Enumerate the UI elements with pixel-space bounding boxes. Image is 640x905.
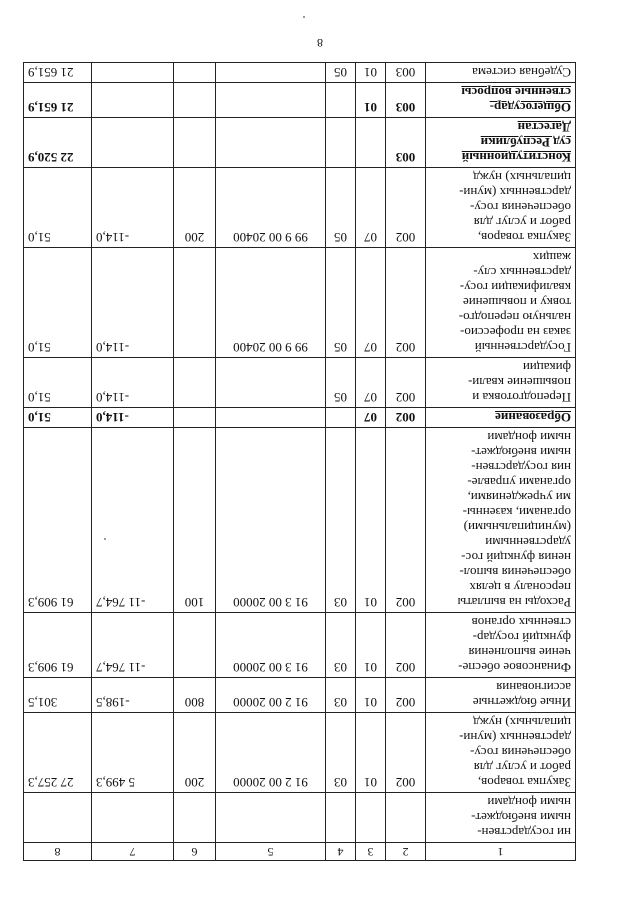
cell-c8: 61 909,3 xyxy=(24,613,92,678)
cell-c3: 07 xyxy=(356,358,386,408)
cell-c4: 05 xyxy=(326,358,356,408)
cell-c2 xyxy=(386,793,426,843)
cell-c2: 003 xyxy=(386,83,426,118)
cell-c7 xyxy=(92,793,174,843)
cell-c4: 05 xyxy=(326,168,356,248)
cell-c8: 51,0 xyxy=(24,248,92,358)
table-row xyxy=(24,248,576,358)
table-row xyxy=(24,408,576,428)
cell-c4: 05 xyxy=(326,63,356,83)
header-cell: 1 xyxy=(426,843,576,861)
cell-c7: -114,0 xyxy=(92,168,174,248)
row-label: Государственный заказ на профессио- нальную переподго- товку и повышение квалификации госу- дарственных слу- жащих xyxy=(426,248,576,358)
table-row xyxy=(24,168,576,248)
cell-c6: 100 xyxy=(174,428,216,613)
row-label: Закупка товаров, работ и услуг для обеспечения госу- дарственных (муни- ципальных) нужд xyxy=(426,168,576,248)
table-row xyxy=(24,428,576,613)
row-label: Расходы на выплаты персоналу в целях обеспечения выпол- нения функций гос- ударственными (муниципальными) органами, казенны- ми учреждениями, органами управле- ния государствен- ными внебюджет- ными фондами xyxy=(426,428,576,613)
table-row xyxy=(24,713,576,793)
header-cell: 2 xyxy=(386,843,426,861)
cell-c6 xyxy=(174,118,216,168)
cell-c5: 91 3 00 20000 xyxy=(216,428,326,613)
cell-c3: 01 xyxy=(356,83,386,118)
cell-c3: 07 xyxy=(356,248,386,358)
cell-c6 xyxy=(174,83,216,118)
cell-c6 xyxy=(174,408,216,428)
row-label: Переподготовка и повышение квали- фикации xyxy=(426,358,576,408)
header-cell: 5 xyxy=(216,843,326,861)
cell-c8: 21 651,9 xyxy=(24,83,92,118)
cell-c8: 21 651,9 xyxy=(24,63,92,83)
cell-c2: 003 xyxy=(386,118,426,168)
row-label: Иные бюджетные ассигнования xyxy=(426,678,576,713)
cell-c2: 002 xyxy=(386,408,426,428)
cell-c2: 003 xyxy=(386,63,426,83)
cell-c2: 002 xyxy=(386,713,426,793)
cell-c8 xyxy=(24,793,92,843)
table-row xyxy=(24,118,576,168)
header-cell: 7 xyxy=(92,843,174,861)
cell-c7 xyxy=(92,63,174,83)
page-number: 8 xyxy=(317,36,323,50)
table-row xyxy=(24,83,576,118)
cell-c8: 51,0 xyxy=(24,408,92,428)
table-row xyxy=(24,63,576,83)
cell-c4 xyxy=(326,83,356,118)
cell-c4: 03 xyxy=(326,713,356,793)
cell-c2: 002 xyxy=(386,248,426,358)
cell-c6: 200 xyxy=(174,168,216,248)
cell-c3: 07 xyxy=(356,168,386,248)
row-label: ни государствен- ными внебюджет- ными фондами xyxy=(426,793,576,843)
cell-c2: 002 xyxy=(386,428,426,613)
row-label: Финансовое обеспе- чение выполнения функций государ- ственных органов xyxy=(426,613,576,678)
row-label: Закупка товаров, работ и услуг для обеспечения госу- дарственных (муни- ципальных) нужд xyxy=(426,713,576,793)
cell-c3: 01 xyxy=(356,713,386,793)
cell-c8: 301,5 xyxy=(24,678,92,713)
cell-c5: 91 2 00 20000 xyxy=(216,713,326,793)
cell-c5 xyxy=(216,63,326,83)
cell-c2: 002 xyxy=(386,678,426,713)
cell-c6 xyxy=(174,358,216,408)
cell-c2: 002 xyxy=(386,168,426,248)
cell-c7: -114,0 xyxy=(92,248,174,358)
cell-c5: 99 9 00 20400 xyxy=(216,168,326,248)
cell-c7: -114,0 xyxy=(92,358,174,408)
cell-c7: -11 764,7 xyxy=(92,613,174,678)
cell-c4 xyxy=(326,408,356,428)
cell-c7: -11 764,7 xyxy=(92,428,174,613)
cell-c7: -198,5 xyxy=(92,678,174,713)
table-row xyxy=(24,613,576,678)
table-row xyxy=(24,358,576,408)
cell-c6 xyxy=(174,613,216,678)
header-cell: 6 xyxy=(174,843,216,861)
cell-c3: 07 xyxy=(356,408,386,428)
row-label: Конституционный суд Республики Дагестан xyxy=(426,118,576,168)
cell-c7: 5 499,3 xyxy=(92,713,174,793)
cell-c3 xyxy=(356,118,386,168)
cell-c4 xyxy=(326,118,356,168)
budget-table xyxy=(23,62,576,861)
cell-c6 xyxy=(174,793,216,843)
cell-c4 xyxy=(326,793,356,843)
cell-c6 xyxy=(174,63,216,83)
cell-c6 xyxy=(174,248,216,358)
cell-c8: 61 909,3 xyxy=(24,428,92,613)
cell-c6: 800 xyxy=(174,678,216,713)
table-row xyxy=(24,793,576,843)
cell-c4: 05 xyxy=(326,248,356,358)
cell-c5 xyxy=(216,793,326,843)
header-cell: 3 xyxy=(356,843,386,861)
cell-c3: 01 xyxy=(356,678,386,713)
cell-c8: 51,0 xyxy=(24,168,92,248)
cell-c4: 03 xyxy=(326,613,356,678)
cell-c5: 99 9 00 20400 xyxy=(216,248,326,358)
cell-c7 xyxy=(92,118,174,168)
scan-speck xyxy=(104,538,106,540)
cell-c8: 22 520,9 xyxy=(24,118,92,168)
row-label: Общегосудар- ственные вопросы xyxy=(426,83,576,118)
cell-c2: 002 xyxy=(386,358,426,408)
cell-c5 xyxy=(216,408,326,428)
table-header-row xyxy=(24,843,576,861)
row-label: Образование xyxy=(426,408,576,428)
cell-c8: 51,0 xyxy=(24,358,92,408)
cell-c3 xyxy=(356,793,386,843)
row-label: Судебная система xyxy=(426,63,576,83)
cell-c5 xyxy=(216,118,326,168)
header-cell: 8 xyxy=(24,843,92,861)
cell-c5: 91 3 00 20000 xyxy=(216,613,326,678)
cell-c4: 03 xyxy=(326,678,356,713)
cell-c3: 01 xyxy=(356,613,386,678)
cell-c5 xyxy=(216,358,326,408)
cell-c5: 91 2 00 20000 xyxy=(216,678,326,713)
cell-c3: 01 xyxy=(356,63,386,83)
cell-c7 xyxy=(92,83,174,118)
cell-c2: 002 xyxy=(386,613,426,678)
header-cell: 4 xyxy=(326,843,356,861)
cell-c4: 03 xyxy=(326,428,356,613)
cell-c7: -114,0 xyxy=(92,408,174,428)
cell-c6: 200 xyxy=(174,713,216,793)
table-row xyxy=(24,678,576,713)
scan-speck xyxy=(303,16,305,18)
cell-c8: 27 257,3 xyxy=(24,713,92,793)
cell-c3: 01 xyxy=(356,428,386,613)
cell-c5 xyxy=(216,83,326,118)
